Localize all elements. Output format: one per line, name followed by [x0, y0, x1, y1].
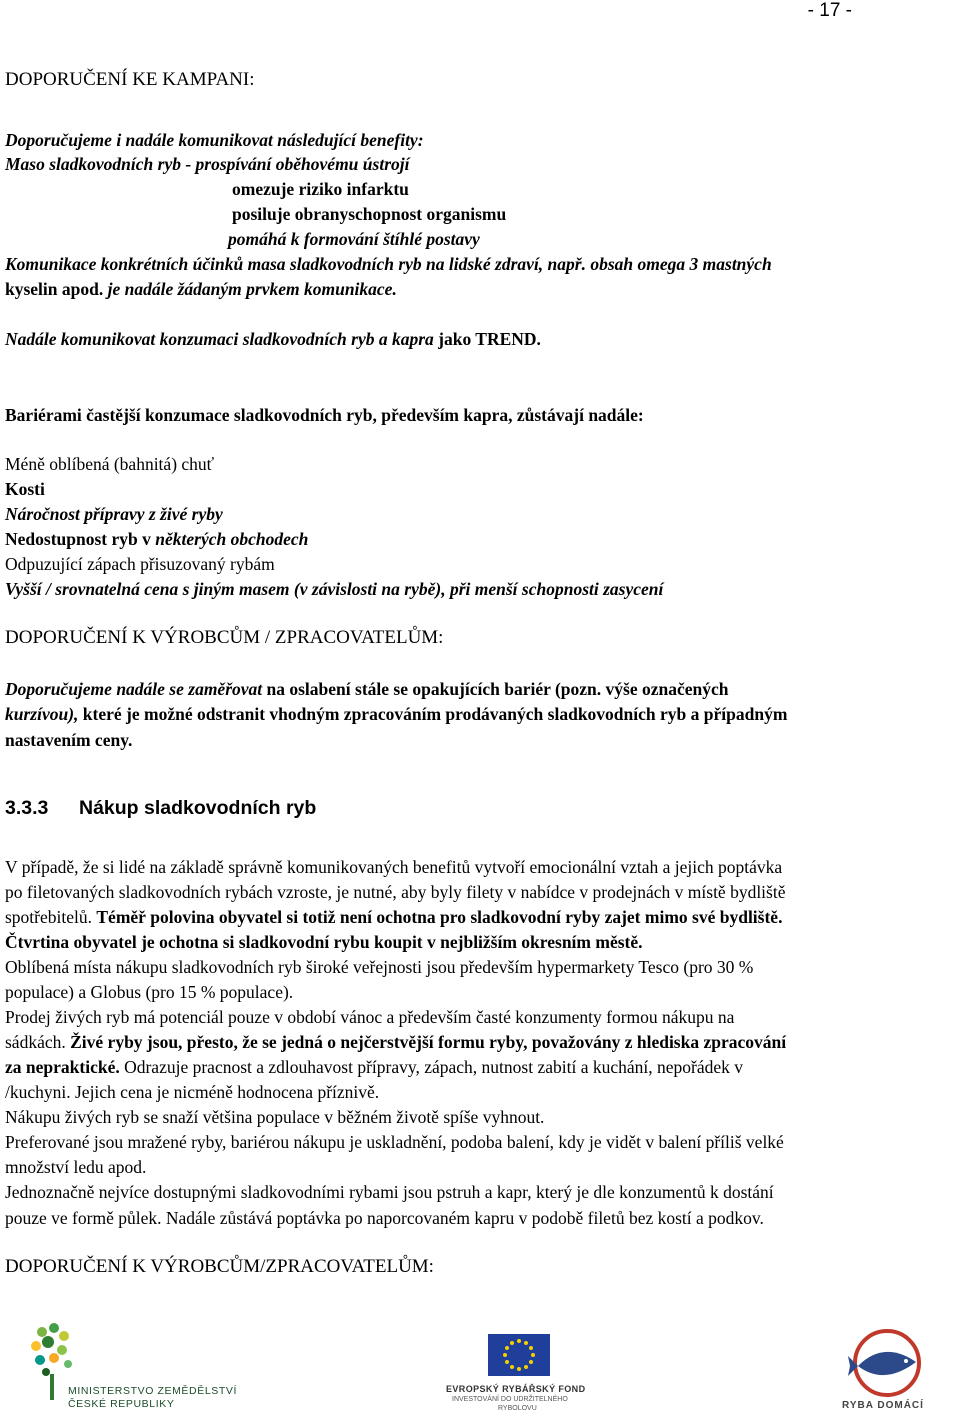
text-span: spotřebitelů.: [5, 907, 97, 927]
communication-line: [5, 278, 397, 300]
eu-fund-tagline-2: RYBOLOVU: [498, 1405, 537, 1412]
body-line: populace) a Globus (pro 15 % populace).: [5, 982, 294, 1002]
ryba-domaci-logo: [838, 1326, 934, 1412]
text-span: na oslabení stále se opakujících bariér (pozn. výše označených: [266, 679, 729, 699]
body-line: Oblíbená místa nákupu sladkovodních ryb široké veřejnosti jsou především hypermarkety Tesco (pro 30 %: [5, 957, 754, 977]
body-line: pouze ve formě půlek. Nadále zůstává poptávka po naporcovaném kapru v podobě filetů bez kostí a podkov.: [5, 1208, 764, 1228]
barrier-item: Kosti: [5, 479, 45, 499]
text-span: jako TREND.: [433, 329, 541, 349]
barrier-item: Vyšší / srovnatelná cena s jiným masem (v závislosti na rybě), při menší schopnosti zasycení: [5, 579, 664, 599]
text-span: sádkách.: [5, 1032, 71, 1052]
benefit-item: pomáhá k formování štíhlé postavy: [228, 229, 480, 249]
producers-line: nastavením ceny.: [5, 730, 133, 750]
text-span: Nedostupnost ryb v: [5, 529, 156, 549]
body-line: [5, 1056, 743, 1078]
section-heading: [5, 797, 316, 819]
body-line: /kuchyni. Jejich cena je nicméně hodnocena příznivě.: [5, 1082, 380, 1102]
benefit-item: omezuje riziko infarktu: [232, 179, 409, 199]
body-line: po filetovaných sladkovodních rybách vzroste, je nutné, aby byly filety v nabídce v prodejnách v místě bydliště: [5, 882, 786, 902]
text-span: kurzívou),: [5, 704, 83, 724]
ryba-domaci-name: RYBA DOMÁCÍ: [842, 1400, 924, 1411]
text-span: Téměř polovina obyvatel si totiž není ochotna pro sladkovodní ryby zajet mimo své bydliště.: [96, 907, 783, 927]
text-span: Živé ryby jsou, přesto, že se jedná o nejčerstvější formu ryby, považovány z hlediska zpracování: [70, 1032, 787, 1052]
text-span: za nepraktické.: [5, 1057, 120, 1077]
barrier-item: Náročnost přípravy z živé ryby: [5, 504, 223, 524]
text-span: Odrazuje pracnost a zdlouhavost přípravy, zápach, nutnost zabití a kuchání, nepořádek v: [119, 1057, 744, 1077]
text-span: je nadále žádaným prvkem komunikace.: [107, 279, 397, 299]
producers-heading-2: DOPORUČENÍ K VÝROBCŮM/ZPRACOVATELŮM:: [5, 1256, 434, 1277]
barrier-item: Méně oblíbená (bahnitá) chuť: [5, 454, 215, 474]
text-span: které je možné odstranit vhodným zpracováním prodávaných sladkovodních ryb a případným: [82, 704, 788, 724]
communication-line: Komunikace konkrétních účinků masa sladkovodních ryb na lidské zdraví, např. obsah omega 3 mastných: [5, 254, 772, 274]
benefit-line: Maso sladkovodních ryb - prospívání oběhovému ústrojí: [5, 154, 410, 174]
text-span: Doporučujeme nadále se zaměřovat: [5, 679, 267, 699]
body-line: množství ledu apod.: [5, 1157, 147, 1177]
section-title: Nákup sladkovodních ryb: [79, 797, 317, 819]
benefit-item: posiluje obranyschopnost organismu: [232, 204, 507, 224]
producers-heading: DOPORUČENÍ K VÝROBCŮM / ZPRACOVATELŮM:: [5, 627, 444, 648]
body-line: V případě, že si lidé na základě správně komunikovaných benefitů vytvoří emocionální vztah a jejich poptávka: [5, 857, 783, 877]
body-line: Čtvrtina obyvatel je ochotna si sladkovodní rybu koupit v nejbližším okresním městě.: [5, 932, 643, 952]
body-line: Jednoznačně nejvíce dostupnými sladkovodními rybami jsou pstruh a kapr, který je dle konzumentů k dostání: [5, 1182, 774, 1202]
producers-line: [5, 678, 729, 700]
trend-line: [5, 328, 541, 350]
ministry-logo: [28, 1322, 238, 1412]
body-line: [5, 906, 782, 928]
body-line: Nákupu živých ryb se snaží většina populace v běžném životě spíše vyhnout.: [5, 1107, 545, 1127]
benefits-intro: Doporučujeme i nadále komunikovat následující benefity:: [5, 130, 424, 150]
body-line: Preferované jsou mražené ryby, bariérou nákupu je uskladnění, podoba balení, kdy je vidět v balení příliš velké: [5, 1132, 784, 1152]
producers-line: [5, 703, 787, 725]
ministry-name: MINISTERSTVO ZEMĚDĚLSTVÍ: [68, 1385, 238, 1397]
eu-fund-logo: [440, 1334, 600, 1414]
campaign-heading: DOPORUČENÍ KE KAMPANI:: [5, 69, 255, 90]
body-line: [5, 1031, 786, 1053]
ministry-country: ČESKÉ REPUBLIKY: [68, 1398, 175, 1410]
barriers-intro: Bariérami častější konzumace sladkovodních ryb, především kapra, zůstávají nadále:: [5, 405, 644, 425]
page-number: - 17 -: [807, 0, 852, 21]
eu-fund-name: EVROPSKÝ RYBÁŘSKÝ FOND: [446, 1384, 586, 1394]
body-line: Prodej živých ryb má potenciál pouze v období vánoc a především časté konzumenty formou nákupu na: [5, 1007, 735, 1027]
text-span: některých obchodech: [155, 529, 309, 549]
text-span: Nadále komunikovat konzumaci sladkovodních ryb a kapra: [5, 329, 434, 349]
fish-icon: [844, 1326, 930, 1400]
eu-flag-icon: [488, 1334, 550, 1376]
eu-fund-tagline: INVESTOVÁNÍ DO UDRŽITELNÉHO: [452, 1396, 568, 1403]
barrier-item: [5, 528, 308, 550]
section-number: 3.3.3: [5, 797, 49, 819]
barrier-item: Odpuzující zápach přisuzovaný rybám: [5, 554, 275, 574]
text-span: kyselin apod.: [5, 279, 108, 299]
